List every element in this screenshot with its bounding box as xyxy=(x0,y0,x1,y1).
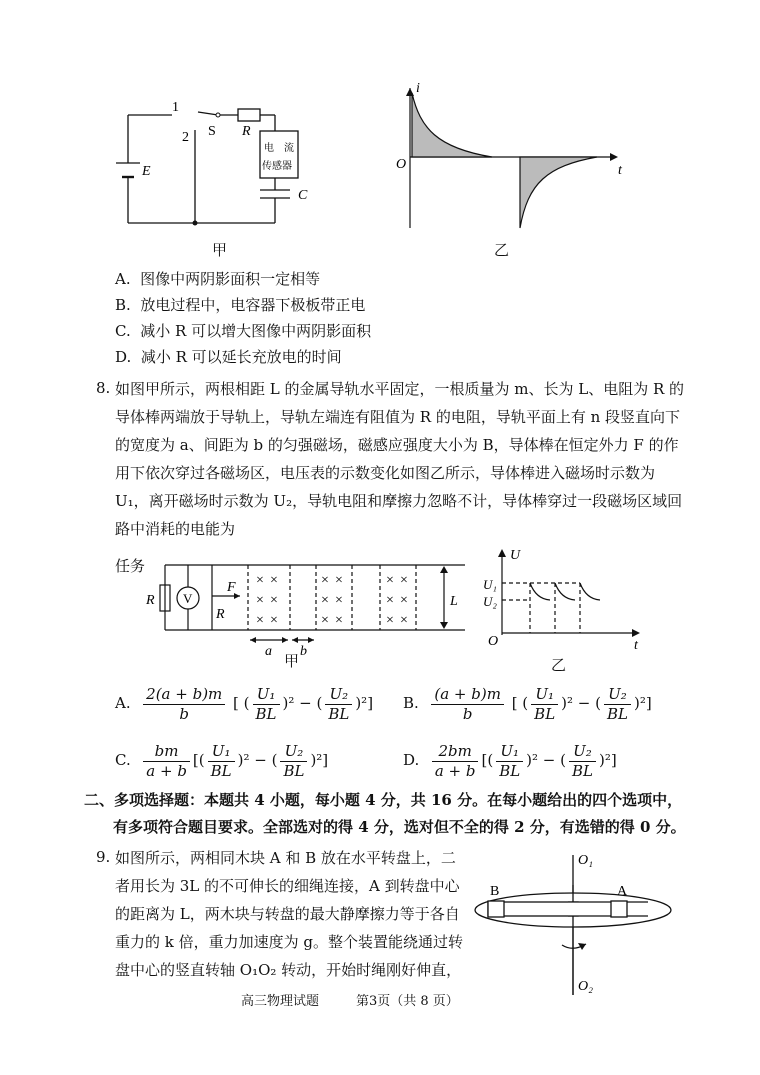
svg-text:×: × xyxy=(386,593,394,608)
q8-option-c: C. $\frac{bm}{a + b}$ [( $\frac{\text{U₁}}{BL}$ )² − ( $\frac{\text{U₂}}{BL}$ )²] xyxy=(115,741,329,780)
q8-option-a: A. $\frac{2(a + b)m}{b}$ [ ( $\frac{\text{U₁}}{BL}$ )² − ( $\frac{\text{U₂}}{BL}$ )²] xyxy=(115,684,374,723)
svg-text:×: × xyxy=(335,593,343,608)
switch-pos-2: 2 xyxy=(182,130,189,145)
q9-line: 重力的 k 倍，重力加速度为 g。整个装置能绕通过转 xyxy=(115,933,463,951)
ut-u2-label: U₂ xyxy=(483,594,497,609)
svg-text:×: × xyxy=(321,613,329,628)
q9-line: 如图所示，两相同木块 A 和 B 放在水平转盘上，二 xyxy=(115,849,456,867)
q9-line: 的距离为 L，两木块与转盘的最大静摩擦力等于各自 xyxy=(115,905,460,923)
svg-text:×: × xyxy=(270,573,278,588)
svg-text:×: × xyxy=(386,613,394,628)
section-2-heading-line1: 二、多项选择题：本题共 4 小题，每小题 4 分，共 16 分。在每小题给出的四个选项中， xyxy=(84,791,683,809)
q8-number: 8. xyxy=(96,379,111,397)
svg-text:×: × xyxy=(400,613,408,628)
q9-number: 9. xyxy=(96,848,111,866)
yi-y-axis-label: i xyxy=(416,81,420,96)
ut-y-axis-label: U xyxy=(510,548,521,563)
sensor-label-2: 传感器 xyxy=(262,161,292,172)
q9-stem xyxy=(115,844,463,984)
svg-text:×: × xyxy=(335,573,343,588)
rails-voltmeter: V xyxy=(183,591,193,606)
svg-text:×: × xyxy=(256,573,264,588)
q8-option-b: B. $\frac{(a + b)m}{b}$ [ ( $\frac{\text{U₁}}{BL}$ )² − ( $\frac{\text{U₂}}{BL}$ )²] xyxy=(403,684,652,723)
figure-yi-it-graph xyxy=(392,78,632,238)
q8-line: 如图甲所示，两根相距 L 的金属导轨水平固定，一根质量为 m、长为 L、电阻为 R 的 xyxy=(115,380,685,398)
switch-label: S xyxy=(208,124,216,139)
footer-page: 第3页（共 8 页） xyxy=(356,994,459,1009)
figure-yi-mid-caption: 乙 xyxy=(551,656,567,674)
q7-option-d: D. 减小 R 可以延长充放电的时间 xyxy=(115,348,342,366)
figure-jia-rails xyxy=(140,560,480,665)
q9-line: 盘中心的竖直转轴 O₁O₂ 转动，开始时绳刚好伸直， xyxy=(115,961,462,979)
svg-text:×: × xyxy=(270,593,278,608)
q8-line: 用下依次穿过各磁场区，电压表的示数变化如图乙所示，导体棒进入磁场时示数为 xyxy=(115,464,656,482)
q8-task-label: 任务 xyxy=(115,557,146,575)
svg-text:×: × xyxy=(335,613,343,628)
rails-r-left: R xyxy=(146,593,155,608)
yi-x-axis-label: t xyxy=(618,163,622,178)
svg-text:×: × xyxy=(400,593,408,608)
figure-jia-mid-caption: 甲 xyxy=(284,652,300,670)
figure-q9-turntable xyxy=(470,850,675,1000)
q8-line: 路中消耗的电能为 xyxy=(115,520,236,538)
capacitor-label: C xyxy=(298,188,308,203)
yi-origin-label: O xyxy=(396,157,407,172)
rails-l-label: L xyxy=(450,594,458,609)
q7-option-a: A. 图像中两阴影面积一定相等 xyxy=(115,270,321,288)
q7-option-b: B. 放电过程中，电容器下极板带正电 xyxy=(115,296,366,314)
ut-x-axis-label: t xyxy=(634,638,638,650)
q8-option-d: D. $\frac{2bm}{a + b}$ [( $\frac{\text{U₁}}{BL}$ )² − ( $\frac{\text{U₂}}{BL}$ )²] xyxy=(403,741,617,780)
rails-force: F xyxy=(227,580,236,595)
q8-stem xyxy=(115,375,684,543)
q9-o1-label: O₁ xyxy=(578,853,593,868)
q9-block-a-label: A xyxy=(617,884,628,899)
ut-u1-label: U₁ xyxy=(483,577,497,592)
svg-text:×: × xyxy=(270,613,278,628)
rails-a-label: a xyxy=(265,644,272,659)
figure-yi-ut-graph xyxy=(480,545,650,650)
resistor-label: R xyxy=(242,124,251,139)
battery-label: E xyxy=(142,164,151,179)
svg-text:×: × xyxy=(386,573,394,588)
q8-line: 的宽度为 a、间距为 b 的匀强磁场，磁感应强度大小为 B，导体棒在恒定外力 F 的作 xyxy=(115,436,679,454)
rails-r-rod: R xyxy=(216,607,225,622)
figure-jia-caption: 甲 xyxy=(212,241,228,259)
svg-text:×: × xyxy=(321,593,329,608)
svg-text:×: × xyxy=(321,573,329,588)
sensor-label-1: 电 流 xyxy=(264,143,294,154)
ut-origin-label: O xyxy=(488,634,499,649)
q9-line: 者用长为 3L 的不可伸长的细绳连接，A 到转盘中心 xyxy=(115,877,460,895)
field-crosses xyxy=(256,573,408,628)
q9-block-b-label: B xyxy=(490,884,500,899)
switch-pos-1: 1 xyxy=(172,100,179,115)
svg-text:×: × xyxy=(400,573,408,588)
q9-o2-label: O₂ xyxy=(578,979,593,994)
section-2-heading-line2: 有多项符合题目要求。全部选对的得 4 分，选对但不全的得 2 分，有选错的得 0 分。 xyxy=(113,818,686,836)
q7-option-c: C. 减小 R 可以增大图像中两阴影面积 xyxy=(115,322,372,340)
rails-b-label: b xyxy=(300,644,307,659)
svg-text:×: × xyxy=(256,593,264,608)
footer-title: 高三物理试题 xyxy=(241,994,320,1009)
svg-text:×: × xyxy=(256,613,264,628)
q8-line: U₁，离开磁场时示数为 U₂，导轨电阻和摩擦力忽略不计，导体棒穿过一段磁场区域回 xyxy=(115,492,683,510)
q8-line: 导体棒两端放于导轨上，导轨左端连有阻值为 R 的电阻，导轨平面上有 n 段竖直向下 xyxy=(115,408,681,426)
figure-yi-caption: 乙 xyxy=(494,241,510,259)
